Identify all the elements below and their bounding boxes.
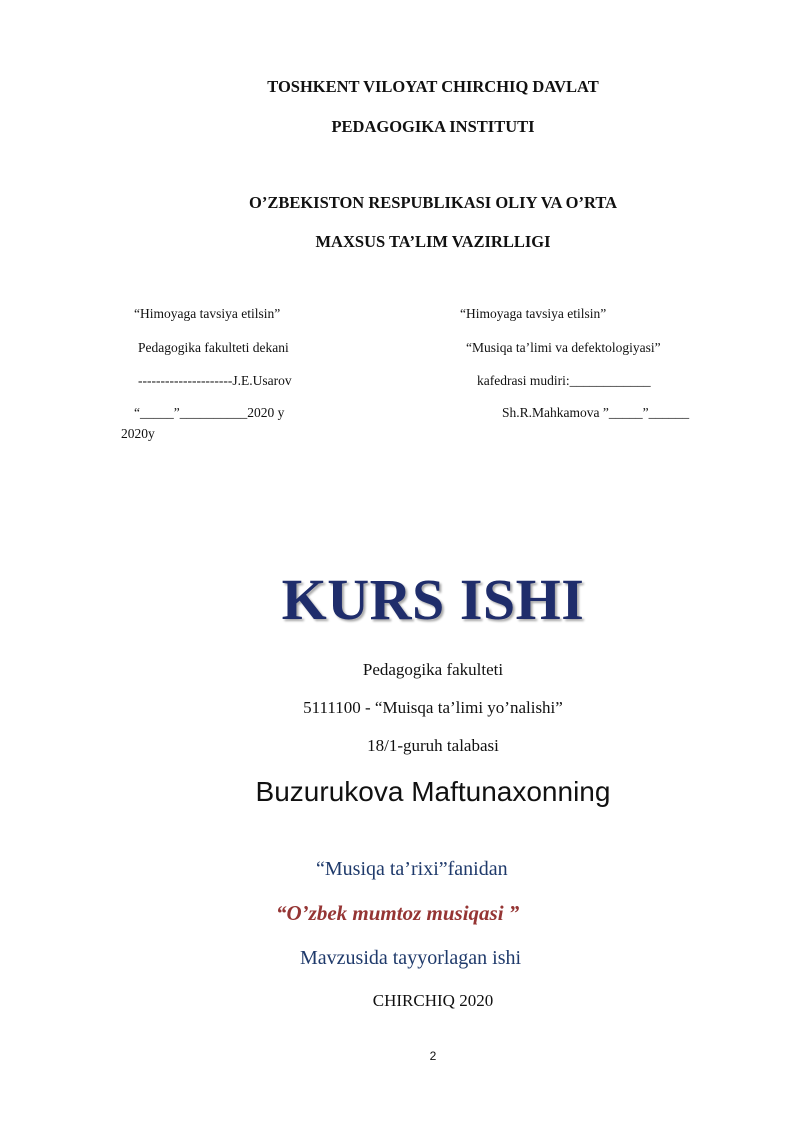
page-number: 2 — [429, 1049, 437, 1063]
direction-text: 5111100 - “Muisqa ta’limi yo’nalishi” — [303, 698, 563, 717]
approval-right-line-1: “Himoyaga tavsiya etilsin” — [460, 306, 607, 321]
approval-right-line-4-wrap: 2020y — [121, 426, 155, 441]
approval-left-line-1: “Himoyaga tavsiya etilsin” — [134, 306, 281, 321]
prepared-text: Mavzusida tayyorlagan ishi — [300, 947, 522, 969]
ministry-line-2: MAXSUS TA’LIM VAZIRLLIGI — [315, 232, 551, 251]
faculty-text: Pedagogika fakulteti — [362, 660, 504, 679]
institute-line-2: PEDAGOGIKA INSTITUTI — [331, 117, 535, 136]
ministry-line-1: O’ZBEKISTON RESPUBLIKASI OLIY VA O’RTA — [248, 193, 618, 212]
group-text: 18/1-guruh talabasi — [367, 736, 499, 755]
institute-line-1: TOSHKENT VILOYAT CHIRCHIQ DAVLAT — [267, 77, 599, 96]
subject-text: “Musiqa ta’rixi”fanidan — [316, 858, 508, 880]
approval-left-line-3: ---------------------J.E.Usarov — [138, 373, 292, 388]
document-title: KURS ISHI — [281, 567, 585, 632]
city-year-text: CHIRCHIQ 2020 — [372, 991, 494, 1010]
approval-right-line-4: Sh.R.Mahkamova ”_____”______ — [502, 405, 690, 420]
approval-left-line-2: Pedagogika fakulteti dekani — [138, 340, 289, 355]
topic-text: “O’zbek mumtoz musiqasi ” — [276, 901, 520, 925]
approval-right-line-2: “Musiqa ta’limi va defektologiyasi” — [466, 340, 661, 355]
approval-right-line-3: kafedrasi mudiri:____________ — [477, 373, 651, 388]
student-name: Buzurukova Maftunaxonning — [255, 776, 611, 807]
approval-left-line-4: “_____”__________2020 y — [134, 405, 285, 420]
